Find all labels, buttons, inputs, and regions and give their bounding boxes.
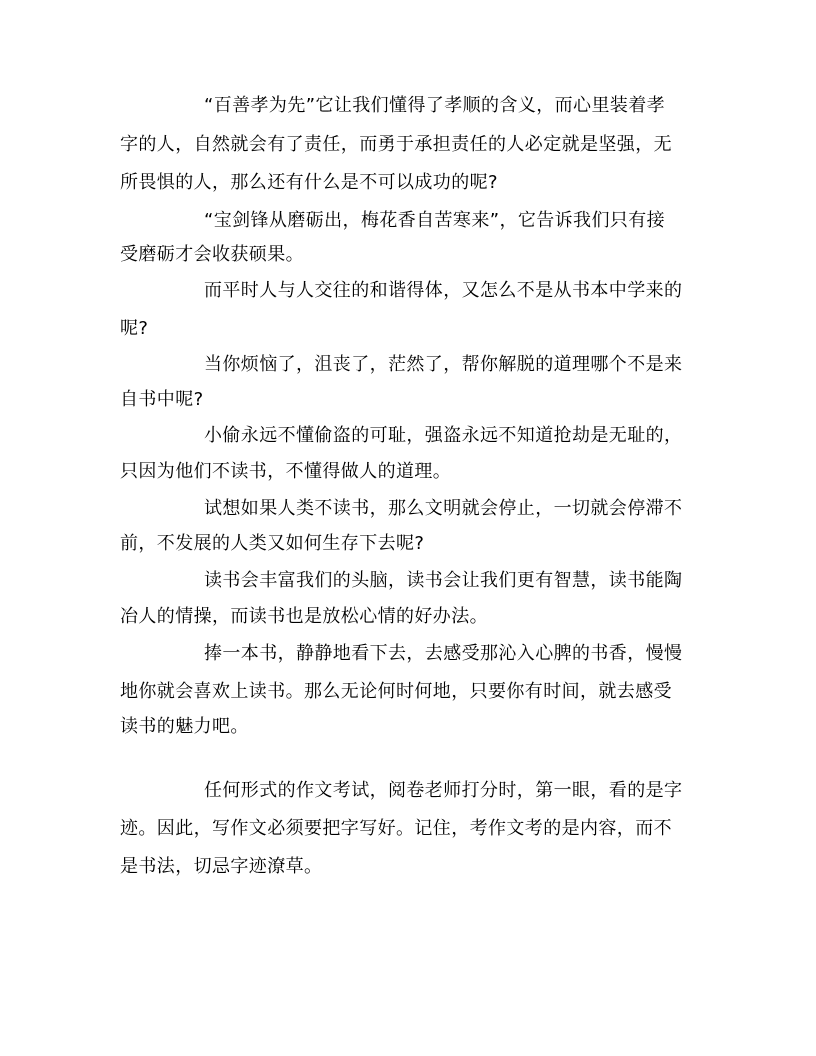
text-line: 读书的魅力吧。 xyxy=(120,716,249,737)
text-line: 任何形式的作文考试，阅卷老师打分时，第一眼，看的是字 xyxy=(204,780,683,801)
text-line: 只因为他们不读书，不懂得做人的道理。 xyxy=(120,461,452,482)
text-line: 迹。因此，写作文必须要把字写好。记住，考作文考的是内容，而不 xyxy=(120,818,672,839)
text-line: 试想如果人类不读书，那么文明就会停止，一切就会停滞不 xyxy=(204,498,683,519)
text-line: 冶人的情操，而读书也是放松心情的好办法。 xyxy=(120,606,488,627)
text-line: 而平时人与人交往的和谐得体，又怎么不是从书本中学来的 xyxy=(204,280,683,301)
text-line: “宝剑锋从磨砺出，梅花香自苦寒来”，它告诉我们只有接 xyxy=(204,210,666,231)
text-line: 当你烦恼了，沮丧了，茫然了，帮你解脱的道理哪个不是来 xyxy=(204,354,683,375)
text-line: 地你就会喜欢上读书。那么无论何时何地，只要你有时间，就去感受 xyxy=(120,681,672,702)
text-line: 字的人，自然就会有了责任，而勇于承担责任的人必定就是坚强，无 xyxy=(120,134,672,155)
text-line: 呢? xyxy=(120,318,149,339)
text-line: 捧一本书，静静地看下去，去感受那沁入心脾的书香，慢慢 xyxy=(204,643,683,664)
text-line: 是书法，切忌字迹潦草。 xyxy=(120,856,323,877)
text-line: 小偷永远不懂偷盗的可耻，强盗永远不知道抢劫是无耻的， xyxy=(204,425,683,446)
text-line: 读书会丰富我们的头脑，读书会让我们更有智慧，读书能陶 xyxy=(204,570,683,591)
text-line: 前，不发展的人类又如何生存下去呢? xyxy=(120,533,425,554)
text-line: 自书中呢? xyxy=(120,389,204,410)
text-line: 受磨砺才会收获硕果。 xyxy=(120,244,304,265)
text-line: “百善孝为先”它让我们懂得了孝顺的含义，而心里装着孝 xyxy=(204,95,666,116)
text-line: 所畏惧的人，那么还有什么是不可以成功的呢? xyxy=(120,172,498,193)
